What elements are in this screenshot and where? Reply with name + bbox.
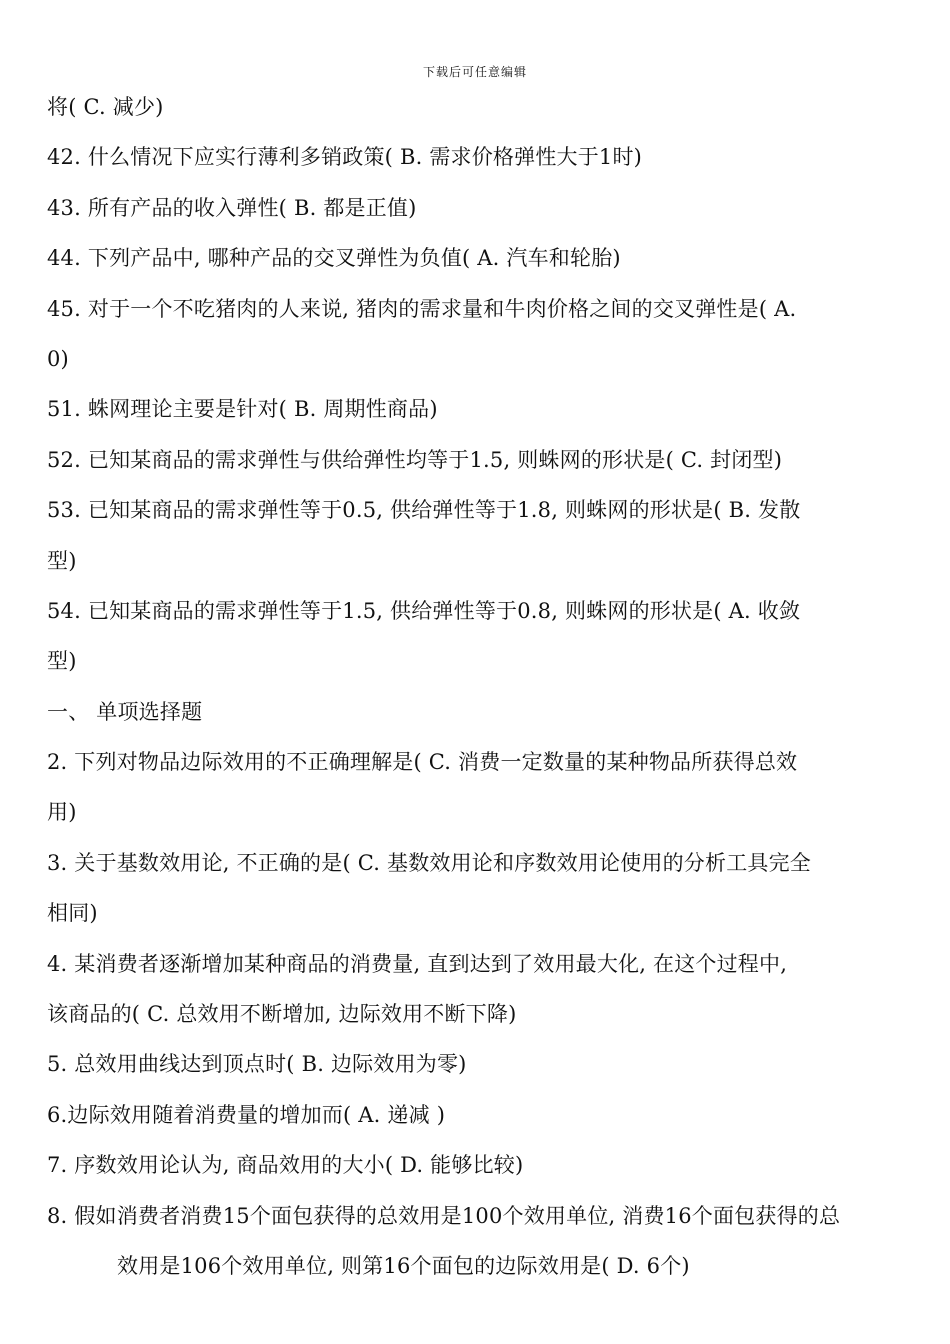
question-45: 45. 对于一个不吃猪肉的人来说, 猪肉的需求量和牛肉价格之间的交叉弹性是( A. [47, 296, 797, 321]
question-42: 42. 什么情况下应实行薄利多销政策( B. 需求价格弹性大于1时) [47, 145, 643, 170]
question-2: 2. 下列对物品边际效用的不正确理解是( C. 消费一定数量的某种物品所获得总效 [47, 750, 798, 775]
question-51: 51. 蛛网理论主要是针对( B. 周期性商品) [47, 397, 438, 422]
question-43: 43. 所有产品的收入弹性( B. 都是正值) [47, 195, 417, 220]
question-44: 44. 下列产品中, 哪种产品的交叉弹性为负值( A. 汽车和轮胎) [47, 246, 621, 271]
question-54-continued: 型) [47, 649, 77, 674]
question-53-continued: 型) [47, 548, 77, 573]
question-54: 54. 已知某商品的需求弹性等于1.5, 供给弹性等于0.8, 则蛛网的形状是( A. 收敛 [47, 598, 801, 623]
question-52: 52. 已知某商品的需求弹性与供给弹性均等于1.5, 则蛛网的形状是( C. 封闭型) [47, 447, 783, 472]
question-8: 8. 假如消费者消费15个面包获得的总效用是100个效用单位, 消费16个面包获得的总 [47, 1203, 841, 1228]
text-line: 将( C. 减少) [47, 95, 164, 119]
question-2-continued: 用) [47, 800, 77, 825]
question-7: 7. 序数效用论认为, 商品效用的大小( D. 能够比较) [47, 1153, 524, 1178]
question-6: 6.边际效用随着消费量的增加而( A. 递减 ) [47, 1102, 446, 1127]
question-8-continued: 效用是106个效用单位, 则第16个面包的边际效用是( D. 6个) [117, 1253, 690, 1278]
question-4: 4. 某消费者逐渐增加某种商品的消费量, 直到达到了效用最大化, 在这个过程中, [47, 951, 788, 976]
question-45-continued: 0) [47, 346, 69, 371]
section-heading: 一、 单项选择题 [47, 699, 203, 724]
question-53: 53. 已知某商品的需求弹性等于0.5, 供给弹性等于1.8, 则蛛网的形状是( B. 发散 [47, 498, 801, 523]
question-4-continued: 该商品的( C. 总效用不断增加, 边际效用不断下降) [47, 1002, 517, 1027]
page-header: 下载后可任意编辑 [422, 65, 527, 79]
question-5: 5. 总效用曲线达到顶点时( B. 边际效用为零) [47, 1052, 467, 1077]
question-3-continued: 相同) [47, 901, 98, 926]
question-3: 3. 关于基数效用论, 不正确的是( C. 基数效用论和序数效用论使用的分析工具完全 [47, 850, 811, 875]
document-body [47, 82, 909, 1291]
